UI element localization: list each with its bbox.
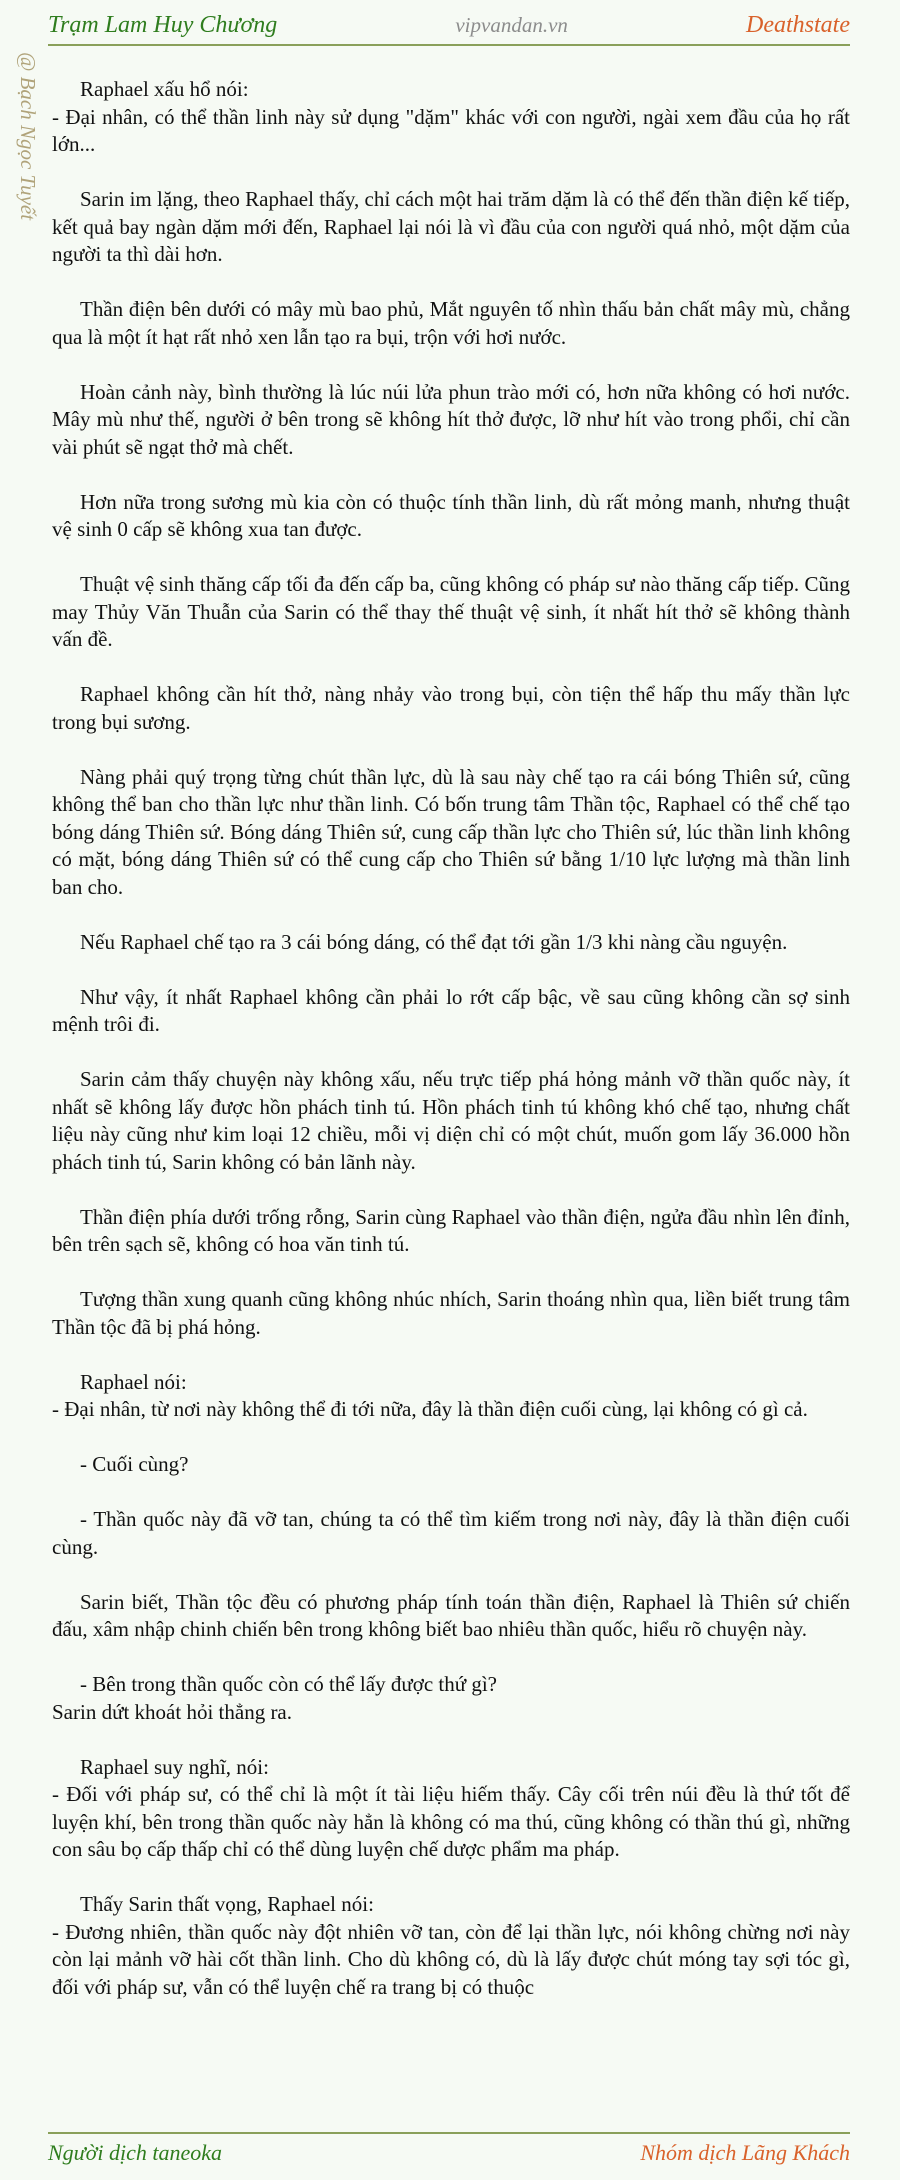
paragraph-line: Thần điện phía dưới trống rỗng, Sarin cùng Raphael vào thần điện, ngửa đầu nhìn lên đỉnh, bên trên sạch sẽ, không có hoa văn tinh tú. xyxy=(52,1204,850,1256)
paragraph xyxy=(52,681,850,736)
paragraph-line: - Thần quốc này đã vỡ tan, chúng ta có thể tìm kiếm trong nơi này, đây là thần điện cuối cùng. xyxy=(52,1507,850,1559)
paragraph-line: Raphael suy nghĩ, nói: xyxy=(80,1754,269,1779)
paragraph-line: Sarin im lặng, theo Raphael thấy, chỉ cách một hai trăm dặm là có thể đến thần điện kế tiếp, kết quả bay ngàn dặm mới đến, Raphael lại nói là vì đầu của con người quá nhỏ, một dặm của người ta thì dài hơn. xyxy=(52,187,850,266)
paragraph-line: Nếu Raphael chế tạo ra 3 cái bóng dáng, có thể đạt tới gần 1/3 khi nàng cầu nguyện. xyxy=(80,929,788,954)
paragraph xyxy=(52,186,850,269)
paragraph xyxy=(52,1671,850,1726)
chapter-title: Deathstate xyxy=(746,11,850,38)
page-footer xyxy=(48,2136,850,2170)
paragraph xyxy=(52,984,850,1039)
paragraph xyxy=(52,1451,850,1479)
paragraph-line: - Đối với pháp sư, có thể chỉ là một ít tài liệu hiếm thấy. Cây cối trên núi đều là thứ tốt để luyện khí, bên trong thần quốc này hẳn là không có ma thú, cũng không có thần thú gì, những con sâu bọ cấp thấp chỉ có thể dùng luyện chế dược phẩm ma pháp. xyxy=(52,1782,850,1861)
paragraph-line: Sarin cảm thấy chuyện này không xấu, nếu trực tiếp phá hỏng mảnh vỡ thần quốc này, ít nhất sẽ không lấy được hồn phách tinh tú. Hồn phách tinh tú không khó chế tạo, nhưng chất liệu này cũng như kim loại 12 chiều, mỗi vị diện chỉ có một chút, muốn gom lấy 36.000 hồn phách tinh tú, Sarin không có bản lãnh này. xyxy=(52,1067,850,1174)
paragraph-line: Raphael nói: xyxy=(80,1369,187,1394)
paragraph-line: Sarin dứt khoát hỏi thẳng ra. xyxy=(52,1699,293,1724)
paragraph-line: Như vậy, ít nhất Raphael không cần phải lo rớt cấp bậc, về sau cũng không cần sợ sinh mệnh trôi đi. xyxy=(52,984,850,1036)
paragraph-line: Thần điện bên dưới có mây mù bao phủ, Mắt nguyên tố nhìn thấu bản chất mây mù, chẳng qua là một ít hạt rất nhỏ xen lẫn tạo ra bụi, trộn với hơi nước. xyxy=(52,297,850,349)
paragraph xyxy=(52,1891,850,2001)
translator-credit: Người dịch taneoka xyxy=(48,2140,223,2165)
chapter-text xyxy=(52,76,850,2029)
paragraph xyxy=(52,929,850,957)
paragraph-line: - Đại nhân, có thể thần linh này sử dụng "dặm" khác với con người, ngài xem đầu của họ rất lớn... xyxy=(52,104,850,156)
paragraph xyxy=(52,1754,850,1864)
header-divider xyxy=(48,44,850,46)
paragraph-line: Raphael không cần hít thở, nàng nhảy vào trong bụi, còn tiện thể hấp thu mấy thần lực trong bụi sương. xyxy=(52,682,850,734)
paragraph xyxy=(52,1506,850,1561)
paragraph-line: Hơn nữa trong sương mù kia còn có thuộc tính thần linh, dù rất mỏng manh, nhưng thuật vệ sinh 0 cấp sẽ không xua tan được. xyxy=(52,489,850,541)
paragraph-line: - Cuối cùng? xyxy=(80,1452,189,1476)
paragraph xyxy=(52,764,850,902)
paragraph xyxy=(52,1589,850,1644)
paragraph xyxy=(52,379,850,462)
paragraph-line: Thấy Sarin thất vọng, Raphael nói: xyxy=(80,1892,374,1916)
paragraph-line: - Đại nhân, từ nơi này không thể đi tới nữa, đây là thần điện cuối cùng, lại không có gì cả. xyxy=(52,1397,808,1421)
site-url[interactable]: vipvandan.vn xyxy=(455,12,568,37)
paragraph xyxy=(52,571,850,654)
paragraph-line: Sarin biết, Thần tộc đều có phương pháp tính toán thần điện, Raphael là Thiên sứ chiến đấu, xâm nhập chinh chiến bên trong không biết bao nhiêu thần quốc, hiểu rõ chuyện này. xyxy=(52,1589,850,1641)
paragraph xyxy=(52,1286,850,1341)
footer-divider xyxy=(48,2132,850,2134)
group-credit: Nhóm dịch Lãng Khách xyxy=(640,2140,850,2165)
site-title: Trạm Lam Huy Chương xyxy=(48,11,278,38)
paragraph xyxy=(52,76,850,159)
paragraph xyxy=(52,1204,850,1259)
paragraph xyxy=(52,296,850,351)
page-header xyxy=(48,8,850,42)
paragraph-line: Tượng thần xung quanh cũng không nhúc nhích, Sarin thoáng nhìn qua, liền biết trung tâm Thần tộc đã bị phá hỏng. xyxy=(52,1287,850,1339)
paragraph xyxy=(52,489,850,544)
paragraph-line: Hoàn cảnh này, bình thường là lúc núi lửa phun trào mới có, hơn nữa không có hơi nước. Mây mù như thế, người ở bên trong sẽ không hít thở được, lỡ như hít vào trong phổi, chỉ cần vài phút sẽ ngạt thở mà chết. xyxy=(52,379,850,459)
paragraph xyxy=(52,1369,850,1424)
paragraph-line: Thuật vệ sinh thăng cấp tối đa đến cấp ba, cũng không có pháp sư nào thăng cấp tiếp. Cũng may Thủy Văn Thuẫn của Sarin có thể thay thế thuật vệ sinh, ít nhất hít thở sẽ không thành vấn đề. xyxy=(52,572,850,651)
paragraph-line: Raphael xấu hổ nói: xyxy=(80,77,249,101)
paragraph xyxy=(52,1066,850,1176)
watermark: @ Bạch Ngọc Tuyết xyxy=(16,52,40,221)
paragraph-line: - Bên trong thần quốc còn có thể lấy được thứ gì? xyxy=(80,1672,498,1696)
paragraph-line: - Đương nhiên, thần quốc này đột nhiên vỡ tan, còn để lại thần lực, nói không chừng nơi này còn lại mảnh vỡ hài cốt thần linh. Cho dù không có, dù là lấy được chút móng tay sợi tóc gì, đối với pháp sư, vẫn có thể luyện chế ra trang bị có thuộc xyxy=(52,1919,850,1999)
paragraph-line: Nàng phải quý trọng từng chút thần lực, dù là sau này chế tạo ra cái bóng Thiên sứ, cũng không thể ban cho thần lực như thần linh. Có bốn trung tâm Thần tộc, Raphael có thể chế tạo bóng dáng Thiên sứ. Bóng dáng Thiên sứ, cung cấp thần lực cho Thiên sứ, lúc thần linh không có mặt, bóng dáng Thiên sứ có thể cung cấp cho Thiên sứ bằng 1/10 lực lượng mà thần linh ban cho. xyxy=(52,764,850,899)
